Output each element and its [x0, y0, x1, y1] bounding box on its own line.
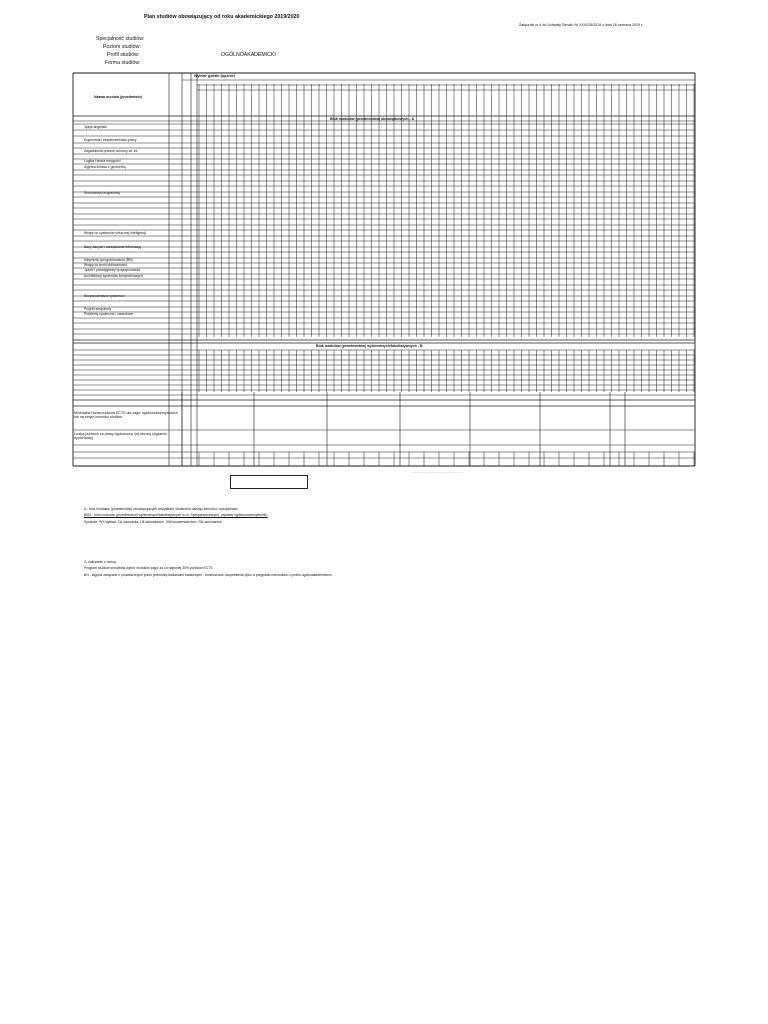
module-row: Środowiska programisty [84, 191, 121, 195]
footnote-note: BN - zajęcia związane z prowadzonymi przez jednostkę badaniami naukowymi - konieczność uzupełnienia tylko w przypadku kierunków o profilu ogólnoakademickim [84, 573, 332, 577]
module-row: Język angielski [84, 125, 107, 129]
module-row: Logika i teoria mnogości [84, 159, 121, 163]
summary-row-thesis: Liczba punktów za pracę dyplomową i jej obronę (egzamin dyplomowy) [74, 432, 168, 440]
meta-label-level: Poziom studiów: [103, 44, 141, 50]
module-row: Inżynieria oprogramowania (BN) [84, 258, 133, 262]
page-title: Plan studiów obowiązujący od roku akademickiego 2019/2020 [144, 14, 300, 20]
module-row: Wstęp do teorii obliczalności [84, 263, 127, 267]
summary-row-ects: Minimalna liczba punktów ECTS dla zajęć ogólnouniwersyteckich lub na innym kierunku studiów [74, 411, 178, 419]
module-row: Języki i paradygmaty programowania [84, 268, 140, 272]
signature-line: ...................................................... [412, 470, 463, 474]
hours-header: Wymiar godzin (łącznie) [194, 74, 235, 78]
footnote-note: Z- zaliczenie z oceną [84, 560, 116, 564]
module-row: Zagadnienia prawne ochrony wł. int. [84, 149, 139, 153]
attachment-note: Załącznik nr 4 do Uchwały Senatu Nr XXIV/28/2019 z dnia 26 czerwca 2019 r. [519, 23, 644, 27]
module-row: Wstęp do systemów sztucznej inteligencji [84, 231, 147, 235]
footnote-note: Program studiów umożliwia wybór modułów zajęć za co najmniej 30% punktów ECTS [84, 566, 213, 570]
meta-label-profile: Profil studiów: [107, 52, 140, 58]
module-name-header: Nazwa modułu (przedmiotu) [94, 95, 142, 99]
meta-label-form: Forma studiów: [105, 60, 141, 66]
signature-box [230, 475, 308, 489]
meta-profile-value: OGÓLNOAKADEMICKI [221, 52, 276, 58]
footnote-legend: B/B1 - blok modułów (przedmiotów) wybieralnych/fakultatywnych m.in. Specjalnościowych, wykłady ogólnouniwersyteckie) [84, 513, 268, 517]
block-a-title: Blok modułów (przedmiotów) obowiązkowych - A [330, 117, 415, 121]
module-row: Ergonomia i bezpieczeństwo pracy [84, 138, 137, 142]
module-row: Bazy danych i zarządzanie informacją [84, 245, 141, 249]
module-row: Bezpieczeństwo systemów [84, 294, 125, 298]
footnote-legend: A - blok modułów (przedmiotów) obowiązujących wszystkich studentów danego kierunku i specjalności [84, 507, 238, 511]
block-b-title: Blok modułów (przedmiotów) wybieralnych/fakultatywnych - B [316, 344, 423, 348]
module-row: Problemy społeczne i zawodowe [84, 312, 134, 316]
footnote-legend: Symbole: WY-wykład, CA-ćwiczenia, LB-laboratorium, KW-konwersatorium, SM-seminarium [84, 520, 223, 524]
meta-label-specialty: Specjalność studiów: [96, 36, 145, 42]
module-row: Projekt zespołowy [84, 307, 112, 311]
module-row: Architektury systemów komputerowych [84, 274, 143, 278]
module-row: Algebra liniowa z geometrią [84, 165, 126, 169]
